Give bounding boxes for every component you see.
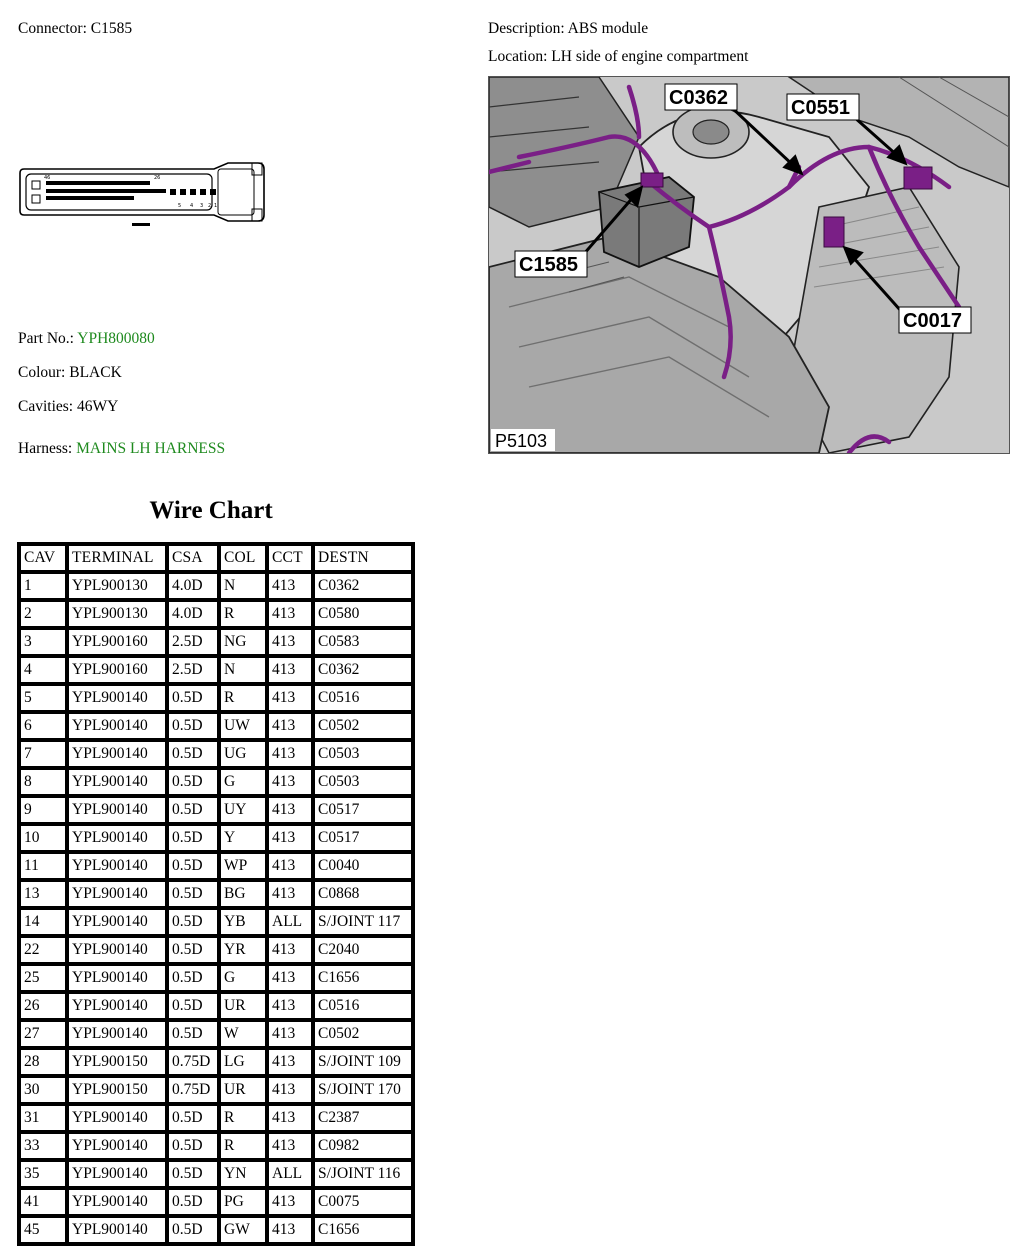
table-header-row bbox=[19, 544, 413, 572]
cell-csa: 4.0D bbox=[167, 600, 219, 628]
table-row bbox=[19, 936, 413, 964]
table-row bbox=[19, 1216, 413, 1244]
cell-destn: C1656 bbox=[313, 964, 413, 992]
cell-col: R bbox=[219, 1132, 267, 1160]
cell-cct: 413 bbox=[267, 824, 313, 852]
cell-cct: ALL bbox=[267, 1160, 313, 1188]
table-row bbox=[19, 684, 413, 712]
cell-col: YN bbox=[219, 1160, 267, 1188]
cell-csa: 0.5D bbox=[167, 796, 219, 824]
svg-text:2: 2 bbox=[208, 203, 212, 209]
cell-destn: C2040 bbox=[313, 936, 413, 964]
cell-cav: 33 bbox=[19, 1132, 67, 1160]
cell-destn: C0868 bbox=[313, 880, 413, 908]
cell-cav: 14 bbox=[19, 908, 67, 936]
cell-terminal: YPL900140 bbox=[67, 740, 167, 768]
column-header-csa: CSA bbox=[167, 544, 219, 572]
cell-destn: C0580 bbox=[313, 600, 413, 628]
cell-col: GW bbox=[219, 1216, 267, 1244]
cell-csa: 4.0D bbox=[167, 572, 219, 600]
cell-terminal: YPL900140 bbox=[67, 684, 167, 712]
location-line bbox=[488, 48, 748, 66]
table-row bbox=[19, 1020, 413, 1048]
cell-col: Y bbox=[219, 824, 267, 852]
cell-terminal: YPL900150 bbox=[67, 1048, 167, 1076]
cell-cav: 8 bbox=[19, 768, 67, 796]
cell-cct: 413 bbox=[267, 656, 313, 684]
connector-face-diagram bbox=[18, 155, 268, 235]
connector-value: C1585 bbox=[90, 20, 133, 37]
cell-csa: 0.5D bbox=[167, 992, 219, 1020]
cell-destn: C0517 bbox=[313, 796, 413, 824]
wire-chart-title: Wire Chart bbox=[149, 497, 273, 524]
cell-terminal: YPL900130 bbox=[67, 572, 167, 600]
cell-cav: 5 bbox=[19, 684, 67, 712]
description-line bbox=[488, 20, 648, 38]
cell-cct: 413 bbox=[267, 796, 313, 824]
cell-terminal: YPL900140 bbox=[67, 1104, 167, 1132]
cell-cct: 413 bbox=[267, 1188, 313, 1216]
cell-col: W bbox=[219, 1020, 267, 1048]
cell-cct: 413 bbox=[267, 992, 313, 1020]
cell-cav: 11 bbox=[19, 852, 67, 880]
harness-line bbox=[18, 440, 225, 458]
location-illustration bbox=[488, 76, 1010, 454]
cell-terminal: YPL900150 bbox=[67, 1076, 167, 1104]
svg-text:4: 4 bbox=[190, 203, 194, 209]
cell-csa: 0.5D bbox=[167, 908, 219, 936]
cell-csa: 0.5D bbox=[167, 1160, 219, 1188]
cell-terminal: YPL900140 bbox=[67, 1132, 167, 1160]
cell-cct: 413 bbox=[267, 768, 313, 796]
cell-csa: 0.5D bbox=[167, 1020, 219, 1048]
cell-csa: 0.5D bbox=[167, 936, 219, 964]
table-row bbox=[19, 572, 413, 600]
cell-cct: 413 bbox=[267, 712, 313, 740]
cell-csa: 0.5D bbox=[167, 824, 219, 852]
wire-chart-table bbox=[17, 542, 415, 1246]
cell-cct: 413 bbox=[267, 1048, 313, 1076]
cell-col: UR bbox=[219, 1076, 267, 1104]
part-number-line bbox=[18, 330, 155, 348]
location-value: LH side of engine compartment bbox=[551, 48, 749, 65]
table-row bbox=[19, 1104, 413, 1132]
cell-col: R bbox=[219, 1104, 267, 1132]
cell-csa: 0.5D bbox=[167, 768, 219, 796]
cell-col: G bbox=[219, 964, 267, 992]
harness-link[interactable]: MAINS LH HARNESS bbox=[76, 440, 226, 457]
cell-cct: 413 bbox=[267, 740, 313, 768]
cell-destn: C0583 bbox=[313, 628, 413, 656]
cell-terminal: YPL900140 bbox=[67, 824, 167, 852]
cell-destn: C0982 bbox=[313, 1132, 413, 1160]
callout-c0362: C0362 bbox=[669, 87, 728, 109]
cell-terminal: YPL900140 bbox=[67, 852, 167, 880]
table-row bbox=[19, 796, 413, 824]
cell-col: LG bbox=[219, 1048, 267, 1076]
cell-destn: C0362 bbox=[313, 656, 413, 684]
cell-cct: 413 bbox=[267, 1104, 313, 1132]
cell-terminal: YPL900130 bbox=[67, 600, 167, 628]
table-row bbox=[19, 740, 413, 768]
column-header-terminal: TERMINAL bbox=[67, 544, 167, 572]
cell-col: R bbox=[219, 684, 267, 712]
cavities-value: 46WY bbox=[76, 398, 119, 415]
cell-cav: 35 bbox=[19, 1160, 67, 1188]
table-row bbox=[19, 880, 413, 908]
svg-text:46: 46 bbox=[44, 175, 51, 181]
table-row bbox=[19, 712, 413, 740]
cell-cav: 13 bbox=[19, 880, 67, 908]
cell-cct: 413 bbox=[267, 1132, 313, 1160]
cell-csa: 0.5D bbox=[167, 880, 219, 908]
cell-destn: S/JOINT 109 bbox=[313, 1048, 413, 1076]
cell-col: UG bbox=[219, 740, 267, 768]
connector-label: Connector: bbox=[18, 20, 91, 37]
table-row bbox=[19, 1132, 413, 1160]
cell-col: N bbox=[219, 572, 267, 600]
cell-col: UY bbox=[219, 796, 267, 824]
cell-col: YB bbox=[219, 908, 267, 936]
table-row bbox=[19, 964, 413, 992]
callout-c0551: C0551 bbox=[791, 97, 850, 119]
cell-col: BG bbox=[219, 880, 267, 908]
cavities-line bbox=[18, 398, 118, 416]
cell-csa: 0.75D bbox=[167, 1076, 219, 1104]
cell-terminal: YPL900140 bbox=[67, 964, 167, 992]
table-row bbox=[19, 1160, 413, 1188]
cell-cct: 413 bbox=[267, 572, 313, 600]
illustration-ref: P5103 bbox=[495, 431, 548, 451]
cell-destn: S/JOINT 116 bbox=[313, 1160, 413, 1188]
table-row bbox=[19, 1188, 413, 1216]
cell-terminal: YPL900140 bbox=[67, 908, 167, 936]
connector-line bbox=[18, 20, 132, 38]
colour-line bbox=[18, 364, 122, 382]
cell-csa: 0.5D bbox=[167, 852, 219, 880]
cell-destn: C0362 bbox=[313, 572, 413, 600]
cell-csa: 0.5D bbox=[167, 1104, 219, 1132]
cell-csa: 0.5D bbox=[167, 1216, 219, 1244]
cell-col: N bbox=[219, 656, 267, 684]
cell-terminal: YPL900160 bbox=[67, 628, 167, 656]
table-row bbox=[19, 1048, 413, 1076]
table-row bbox=[19, 1076, 413, 1104]
cell-csa: 2.5D bbox=[167, 656, 219, 684]
cell-cct: 413 bbox=[267, 684, 313, 712]
callout-c0017: C0017 bbox=[903, 310, 962, 332]
cell-destn: S/JOINT 170 bbox=[313, 1076, 413, 1104]
cell-terminal: YPL900140 bbox=[67, 1188, 167, 1216]
table-row bbox=[19, 908, 413, 936]
location-label: Location: bbox=[488, 48, 552, 65]
table-row bbox=[19, 824, 413, 852]
cell-terminal: YPL900140 bbox=[67, 1160, 167, 1188]
cell-destn: C1656 bbox=[313, 1216, 413, 1244]
cell-col: UW bbox=[219, 712, 267, 740]
cell-terminal: YPL900140 bbox=[67, 1020, 167, 1048]
colour-value: BLACK bbox=[69, 364, 122, 381]
cell-cav: 26 bbox=[19, 992, 67, 1020]
cell-cct: ALL bbox=[267, 908, 313, 936]
cell-cct: 413 bbox=[267, 852, 313, 880]
cell-terminal: YPL900140 bbox=[67, 768, 167, 796]
cell-terminal: YPL900140 bbox=[67, 880, 167, 908]
column-header-destn: DESTN bbox=[313, 544, 413, 572]
cell-cav: 25 bbox=[19, 964, 67, 992]
svg-text:3: 3 bbox=[200, 203, 204, 209]
cell-cav: 27 bbox=[19, 1020, 67, 1048]
cell-cav: 2 bbox=[19, 600, 67, 628]
cell-col: UR bbox=[219, 992, 267, 1020]
table-row bbox=[19, 600, 413, 628]
cell-cct: 413 bbox=[267, 600, 313, 628]
description-label: Description: bbox=[488, 20, 568, 37]
cell-col: NG bbox=[219, 628, 267, 656]
table-row bbox=[19, 768, 413, 796]
cell-destn: C0075 bbox=[313, 1188, 413, 1216]
cell-cav: 30 bbox=[19, 1076, 67, 1104]
cell-cct: 413 bbox=[267, 1216, 313, 1244]
cell-cav: 9 bbox=[19, 796, 67, 824]
cell-col: WP bbox=[219, 852, 267, 880]
cell-cav: 3 bbox=[19, 628, 67, 656]
cell-csa: 0.75D bbox=[167, 1048, 219, 1076]
cell-cct: 413 bbox=[267, 1020, 313, 1048]
cell-terminal: YPL900140 bbox=[67, 992, 167, 1020]
callout-c1585: C1585 bbox=[519, 254, 578, 276]
svg-text:5: 5 bbox=[178, 203, 182, 209]
cell-destn: C0517 bbox=[313, 824, 413, 852]
cell-cav: 41 bbox=[19, 1188, 67, 1216]
cell-destn: C0502 bbox=[313, 712, 413, 740]
cell-cct: 413 bbox=[267, 880, 313, 908]
cell-destn: C0516 bbox=[313, 684, 413, 712]
cell-cct: 413 bbox=[267, 936, 313, 964]
part-number-label: Part No.: bbox=[18, 330, 78, 347]
cell-cav: 6 bbox=[19, 712, 67, 740]
cell-cav: 28 bbox=[19, 1048, 67, 1076]
cell-csa: 0.5D bbox=[167, 740, 219, 768]
cell-csa: 0.5D bbox=[167, 964, 219, 992]
cell-col: G bbox=[219, 768, 267, 796]
cell-destn: C2387 bbox=[313, 1104, 413, 1132]
cell-col: PG bbox=[219, 1188, 267, 1216]
cell-destn: C0502 bbox=[313, 1020, 413, 1048]
column-header-col: COL bbox=[219, 544, 267, 572]
engine-compartment-drawing bbox=[489, 77, 1009, 453]
table-row bbox=[19, 656, 413, 684]
cell-cav: 22 bbox=[19, 936, 67, 964]
cell-csa: 2.5D bbox=[167, 628, 219, 656]
cavities-label: Cavities: bbox=[18, 398, 77, 415]
harness-label: Harness: bbox=[18, 440, 77, 457]
column-header-cct: CCT bbox=[267, 544, 313, 572]
part-number-link[interactable]: YPH800080 bbox=[77, 330, 155, 347]
table-body bbox=[19, 572, 413, 1244]
cell-terminal: YPL900140 bbox=[67, 796, 167, 824]
cell-destn: C0516 bbox=[313, 992, 413, 1020]
description-value: ABS module bbox=[567, 20, 649, 37]
table-row bbox=[19, 852, 413, 880]
column-header-cav: CAV bbox=[19, 544, 67, 572]
cell-destn: S/JOINT 117 bbox=[313, 908, 413, 936]
cell-destn: C0040 bbox=[313, 852, 413, 880]
svg-text:26: 26 bbox=[154, 175, 161, 181]
svg-text:1: 1 bbox=[214, 203, 218, 209]
cell-terminal: YPL900160 bbox=[67, 656, 167, 684]
cell-csa: 0.5D bbox=[167, 1132, 219, 1160]
cell-cav: 10 bbox=[19, 824, 67, 852]
cell-terminal: YPL900140 bbox=[67, 712, 167, 740]
table-row bbox=[19, 992, 413, 1020]
cell-cct: 413 bbox=[267, 964, 313, 992]
cell-terminal: YPL900140 bbox=[67, 936, 167, 964]
cell-cav: 4 bbox=[19, 656, 67, 684]
cell-destn: C0503 bbox=[313, 740, 413, 768]
cell-csa: 0.5D bbox=[167, 1188, 219, 1216]
cell-cct: 413 bbox=[267, 1076, 313, 1104]
cell-col: R bbox=[219, 600, 267, 628]
cell-cct: 413 bbox=[267, 628, 313, 656]
cell-cav: 45 bbox=[19, 1216, 67, 1244]
cell-destn: C0503 bbox=[313, 768, 413, 796]
table-row bbox=[19, 628, 413, 656]
cell-cav: 31 bbox=[19, 1104, 67, 1132]
cell-terminal: YPL900140 bbox=[67, 1216, 167, 1244]
cell-csa: 0.5D bbox=[167, 712, 219, 740]
colour-label: Colour: bbox=[18, 364, 70, 381]
cell-col: YR bbox=[219, 936, 267, 964]
cell-cav: 7 bbox=[19, 740, 67, 768]
cell-csa: 0.5D bbox=[167, 684, 219, 712]
cell-cav: 1 bbox=[19, 572, 67, 600]
